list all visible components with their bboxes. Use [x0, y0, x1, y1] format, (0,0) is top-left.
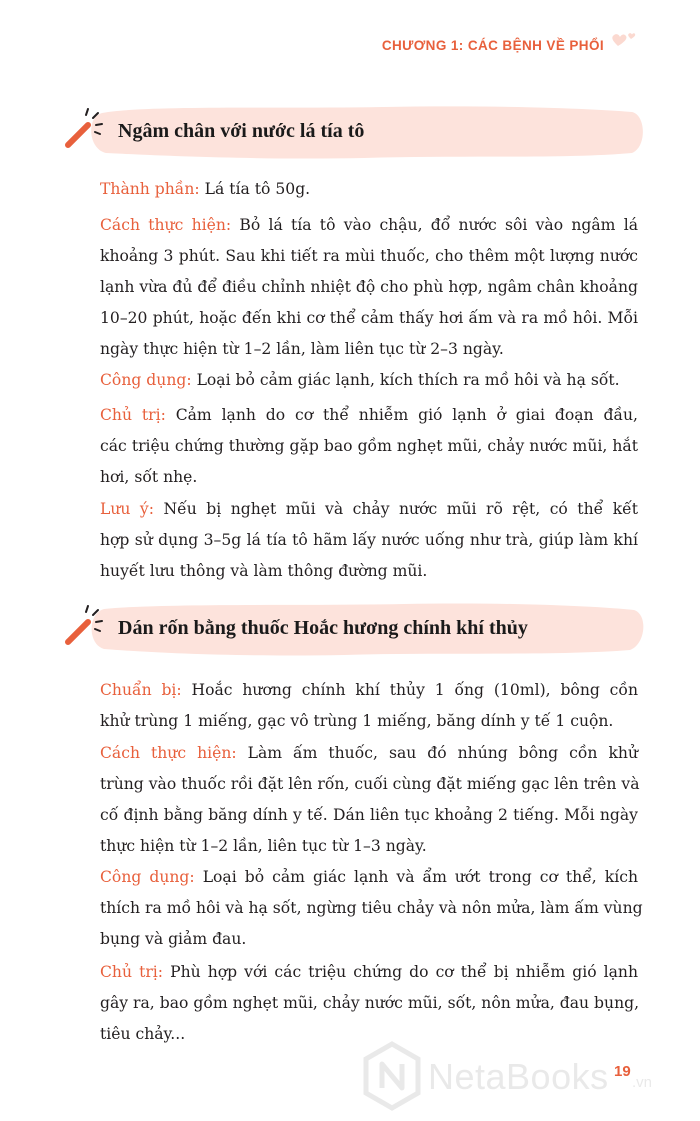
section-heading-1 [60, 103, 650, 161]
paragraph-line [100, 738, 638, 769]
section-heading-2 [60, 600, 650, 658]
paragraph-label: Công dụng: [100, 868, 195, 886]
paragraph-text: Bỏ lá tía tô vào chậu, đổ nước sôi vào ngâm lá [231, 216, 638, 234]
paragraph-text: Hoắc hương chính khí thủy 1 ống (10ml), bông cồn [181, 681, 638, 699]
paragraph-label: Cách thực hiện: [100, 744, 237, 762]
paragraph-indications-2 [100, 957, 638, 1050]
paragraph-line: bụng và giảm đau. [100, 930, 247, 948]
paragraph-label: Chủ trị: [100, 963, 164, 981]
paragraph-line: 10–20 phút, hoặc đến khi cơ thể cảm thấy hơi ấm và ra mồ hôi. Mỗi [100, 309, 638, 327]
paragraph-label: Thành phần: [100, 180, 200, 198]
paragraph-text: Loại bỏ cảm giác lạnh, kích thích ra mồ hôi và hạ sốt. [191, 371, 620, 389]
paragraph-preparation [100, 675, 638, 737]
paragraph-line: gây ra, bao gồm nghẹt mũi, chảy nước mũi, sốt, nôn mửa, đau bụng, [100, 994, 640, 1012]
paragraph-text: Cảm lạnh do cơ thể nhiễm gió lạnh ở giai đoạn đầu, [165, 406, 638, 424]
netabooks-logo-icon [362, 1040, 422, 1112]
paragraph-line [100, 210, 638, 241]
paragraph-usage-2 [100, 862, 643, 955]
paragraph-line: trùng vào thuốc rồi đặt lên rốn, cuối cùng đặt miếng gạc lên trên và [100, 775, 640, 793]
paragraph-method-2 [100, 738, 638, 862]
paragraph-text: Loại bỏ cảm giác lạnh và ẩm ướt trong cơ thể, kích [194, 868, 638, 886]
paragraph-line: huyết lưu thông và làm thông đường mũi. [100, 562, 428, 580]
section-title: Ngâm chân với nước lá tía tô [118, 120, 365, 142]
paragraph-text: Phù hợp với các triệu chứng do cơ thể bị nhiễm gió lạnh [163, 963, 638, 981]
watermark-suffix: .vn [632, 1074, 653, 1091]
paragraph-line: khoảng 3 phút. Sau khi tiết ra mùi thuốc, cho thêm một lượng nước [100, 247, 638, 265]
paragraph-indications [100, 400, 638, 493]
hearts-decoration-icon [604, 24, 644, 64]
paragraph-line [100, 494, 638, 525]
paragraph-text: Làm ấm thuốc, sau đó nhúng bông cồn khử [236, 744, 638, 762]
page-number: 19 [614, 1063, 631, 1080]
section-title: Dán rốn bằng thuốc Hoắc hương chính khí thủy [118, 617, 528, 639]
paragraph-line: hơi, sốt nhẹ. [100, 468, 198, 486]
paragraph-method [100, 210, 638, 365]
watermark-text: NetaBooks [428, 1056, 609, 1097]
paragraph-line [100, 675, 638, 706]
magic-wand-icon [60, 105, 106, 151]
paragraph-label: Chuẩn bị: [100, 681, 182, 699]
netabooks-watermark [362, 1040, 682, 1112]
paragraph-ingredients [100, 174, 638, 205]
paragraph-line: thực hiện từ 1–2 lần, liên tục từ 1–3 ngày. [100, 837, 427, 855]
paragraph-line: thích ra mồ hôi và hạ sốt, ngừng tiêu chảy và nôn mửa, làm ấm vùng [100, 899, 643, 917]
paragraph-text: Lá tía tô 50g. [199, 180, 311, 198]
paragraph-line: các triệu chứng thường gặp bao gồm nghẹt mũi, chảy nước mũi, hắt [100, 437, 638, 455]
paragraph-label: Lưu ý: [100, 500, 154, 518]
paragraph-line: hợp sử dụng 3–5g lá tía tô hãm lấy nước uống như trà, giúp làm khí [100, 531, 638, 549]
paragraph-line [100, 862, 638, 893]
paragraph-text: Nếu bị nghẹt mũi và chảy nước mũi rõ rệt, có thể kết [154, 500, 638, 518]
paragraph-line: lạnh vừa đủ để điều chỉnh nhiệt độ cho phù hợp, ngâm chân khoảng [100, 278, 638, 296]
paragraph-label: Cách thực hiện: [100, 216, 232, 234]
paragraph-line: tiêu chảy... [100, 1025, 186, 1043]
chapter-header: CHƯƠNG 1: CÁC BỆNH VỀ PHỔI [381, 38, 604, 53]
paragraph-note [100, 494, 638, 587]
magic-wand-icon [60, 602, 106, 648]
paragraph-line [100, 400, 638, 431]
paragraph-line [100, 365, 638, 396]
paragraph-label: Công dụng: [100, 371, 192, 389]
paragraph-usage [100, 365, 638, 396]
paragraph-line: ngày thực hiện từ 1–2 lần, làm liên tục từ 2–3 ngày. [100, 340, 504, 358]
paragraph-label: Chủ trị: [100, 406, 166, 424]
paragraph-line: cố định bằng băng dính y tế. Dán liên tục khoảng 2 tiếng. Mỗi ngày [100, 806, 638, 824]
paragraph-line: khử trùng 1 miếng, gạc vô trùng 1 miếng, băng dính y tế 1 cuộn. [100, 712, 614, 730]
paragraph-line [100, 174, 638, 205]
paragraph-line [100, 957, 638, 988]
